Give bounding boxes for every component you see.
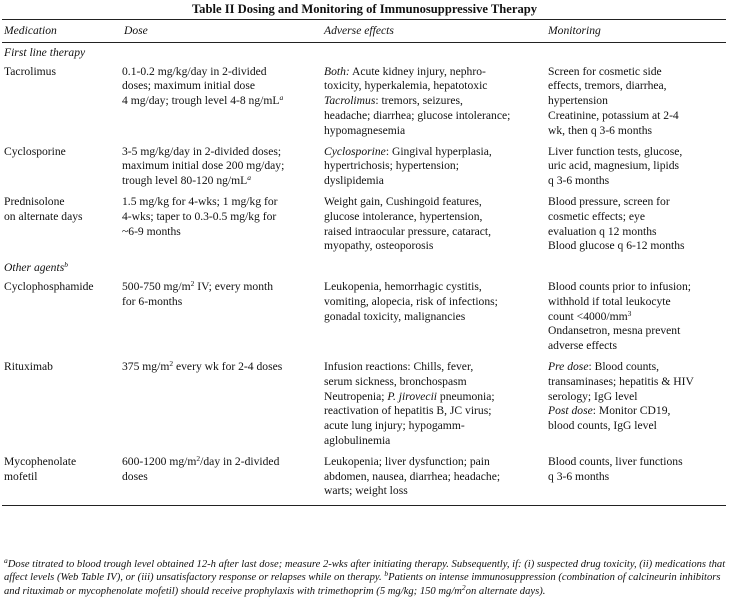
dose-line [122,455,320,470]
adverse-cell [322,193,546,258]
adverse-line: aglobulinemia [324,433,391,447]
dose-cell [120,278,322,358]
dose-text: 600-1200 mg/m [122,454,197,468]
dose-line [122,360,320,375]
dose-line [122,94,320,109]
monitoring-line [548,360,724,375]
dose-cell [120,358,322,453]
monitoring-line: Liver function tests, glucose, [548,144,683,158]
footnote-mark-b: b [384,569,389,579]
adverse-line: serum sickness, bronchospasm [324,374,467,388]
monitoring-line: effects, tremors, diarrhea, [548,79,667,93]
drug-name [2,193,120,258]
adverse-line: reactivation of hepatitis B, JC virus; [324,404,492,418]
adverse-line: toxicity, hyperkalemia, hepatotoxic [324,79,488,93]
dose-text: IV; every month [194,279,274,293]
superscript: 3 [627,308,632,318]
section-other-agents-label: Other agents [4,261,65,275]
adverse-line: raised intraocular pressure, cataract, [324,224,492,238]
adverse-cell [322,278,546,358]
monitoring-line [548,310,724,325]
adverse-line: Infusion reactions: Chills, fever, [324,359,474,373]
monitoring-line: Screen for cosmetic side [548,64,662,78]
adverse-label-both: Both: [324,64,350,78]
monitoring-cell [546,193,726,258]
header-row [2,20,726,43]
dose-cell [120,193,322,258]
section-row-other-agents [2,258,726,278]
dose-cell [120,143,322,193]
monitoring-text: : Blood counts, [588,359,659,373]
monitoring-label-pre-dose: Pre dose [548,359,589,373]
dose-text: 500-750 mg/m [122,279,191,293]
adverse-cell [322,453,546,506]
table-row [2,193,726,258]
dose-text: every wk for 2-4 doses [173,359,283,373]
footnote-b-text: Patients on intense immunosuppression (combination of calcineurin inhibitors and rituximab or mycophenolate mofetil) should receive prophylaxis with trimethoprim (5 mg/kg; 150 mg/m [4,572,721,597]
adverse-line [324,390,544,405]
footnote-a-text: Dose titrated to blood trough level obtained 12-h after last dose; measure 2-wks after initiating therapy. Subsequently, if: (i) suspected drug toxicity, (ii) medications that affect levels (Web Table IV), or (iii) unsatisfactory response or relapses while on therapy. [4,559,726,584]
monitoring-line: uric acid, magnesium, lipids [548,159,680,173]
monitoring-cell [546,63,726,143]
monitoring-cell [546,453,726,506]
adverse-line: dyslipidemia [324,174,384,188]
superscript: 2 [190,278,195,288]
footnote-b-text-end: on alternate days). [465,585,546,597]
adverse-line: hypertrichosis; hypertension; [324,159,459,173]
superscript: 2 [461,582,466,592]
adverse-line: abdomen, nausea, diarrhea; headache; [324,469,501,483]
monitoring-line: hypertension [548,94,608,108]
monitoring-line: Creatinine, potassium at 2-4 [548,108,679,122]
adverse-line: vomiting, alopecia, risk of infections; [324,294,498,308]
adverse-text: pneumonia; [437,389,495,403]
monitoring-line: Blood counts prior to infusion; [548,279,691,293]
adverse-line: Leukopenia, hemorrhagic cystitis, [324,279,482,293]
adverse-cell [322,358,546,453]
monitoring-cell [546,358,726,453]
dose-line: 1.5 mg/kg for 4-wks; 1 mg/kg for [122,194,278,208]
table-row [2,63,726,143]
table-row [2,143,726,193]
dose-text: 4 mg/day; trough level 4-8 ng/mL [122,94,280,108]
adverse-line: Leukopenia; liver dysfunction; pain [324,454,490,468]
header-medication: Medication [2,20,120,43]
superscript: 2 [169,358,174,368]
organism-name: P. jirovecii [387,389,438,403]
drug-name: Cyclosporine [4,144,66,158]
drug-name-line: on alternate days [4,209,83,223]
adverse-line [324,94,544,109]
dose-text: /day in 2-divided [200,454,280,468]
monitoring-line: transaminases; hepatitis & HIV [548,374,694,388]
monitoring-line: Ondansetron, mesna prevent [548,324,681,338]
section-other-agents [2,258,726,278]
monitoring-line [548,404,724,419]
adverse-line [324,65,544,80]
dose-line: 0.1-0.2 mg/kg/day in 2-divided [122,64,267,78]
monitoring-line: Blood counts, liver functions [548,454,683,468]
monitoring-text: count <4000/mm [548,309,628,323]
footnote-mark-a: a [247,173,252,183]
dose-line [122,174,320,189]
adverse-cell [322,63,546,143]
adverse-text: : Gingival hyperplasia, [385,144,492,158]
footnote-mark-b: b [64,260,68,270]
table-row [2,358,726,453]
dose-text: 375 mg/m [122,359,170,373]
monitoring-label-post-dose: Post dose [548,404,593,418]
table-footnote [4,558,726,598]
monitoring-cell [546,278,726,358]
adverse-line: gonadal toxicity, malignancies [324,309,466,323]
dose-line: ~6-9 months [122,224,181,238]
adverse-cell [322,143,546,193]
monitoring-line: wk, then q 3-6 months [548,123,653,137]
dose-cell [120,453,322,506]
monitoring-text: : Monitor CD19, [592,404,671,418]
table-row [2,278,726,358]
drug-name: Tacrolimus [4,64,56,78]
monitoring-line: adverse effects [548,339,617,353]
dose-line [122,280,320,295]
adverse-line: headache; diarrhea; glucose intolerance; [324,108,511,122]
monitoring-line: Blood pressure, screen for [548,194,670,208]
adverse-line: warts; weight loss [324,484,408,498]
superscript: 2 [196,453,201,463]
adverse-line: glucose intolerance, hypertension, [324,209,483,223]
adverse-text: Acute kidney injury, nephro- [349,64,486,78]
adverse-line: hypomagnesemia [324,123,406,137]
adverse-line: acute lung injury; hypogamm- [324,419,465,433]
adverse-label-tacrolimus: Tacrolimus [324,94,376,108]
adverse-line: Weight gain, Cushingoid features, [324,194,482,208]
monitoring-line: blood counts, IgG level [548,419,657,433]
monitoring-line: cosmetic effects; eye [548,209,645,223]
section-first-line: First line therapy [4,45,86,59]
adverse-line: myopathy, osteoporosis [324,239,434,253]
table-row [2,453,726,506]
dose-cell [120,63,322,143]
dose-line: 3-5 mg/kg/day in 2-divided doses; [122,144,282,158]
monitoring-line: Blood glucose q 6-12 months [548,239,685,253]
dose-line: 4-wks; taper to 0.3-0.5 mg/kg for [122,209,277,223]
header-adverse-effects: Adverse effects [322,20,546,43]
monitoring-line: q 3-6 months [548,469,610,483]
drug-name-line: Prednisolone [4,194,65,208]
section-row-first-line [2,42,726,62]
table-title: Table II Dosing and Monitoring of Immunosuppressive Therapy [191,2,538,16]
dose-line: for 6-months [122,294,183,308]
adverse-line [324,145,544,160]
monitoring-line: evaluation q 12 months [548,224,657,238]
footnote-mark-a: a [279,93,284,103]
monitoring-line: q 3-6 months [548,174,610,188]
adverse-text: : tremors, seizures, [375,94,463,108]
adverse-text: Neutropenia; [324,389,388,403]
header-monitoring: Monitoring [546,20,726,43]
drug-name: Rituximab [4,359,53,373]
dosing-table [2,19,726,506]
monitoring-line: withhold if total leukocyte [548,294,671,308]
dose-line: maximum initial dose 200 mg/day; [122,159,285,173]
footnote-mark-a: a [4,556,8,565]
header-dose: Dose [120,20,322,43]
drug-name-line: Mycophenolate [4,454,77,468]
drug-name [2,453,120,506]
dose-text: trough level 80-120 ng/mL [122,174,248,188]
dose-line: doses [122,469,148,483]
drug-name: Cyclophosphamide [4,279,94,293]
dose-line: doses; maximum initial dose [122,79,255,93]
drug-name-line: mofetil [4,469,38,483]
monitoring-cell [546,143,726,193]
monitoring-line: serology; IgG level [548,389,638,403]
adverse-label-cyclosporine: Cyclosporine [324,144,386,158]
